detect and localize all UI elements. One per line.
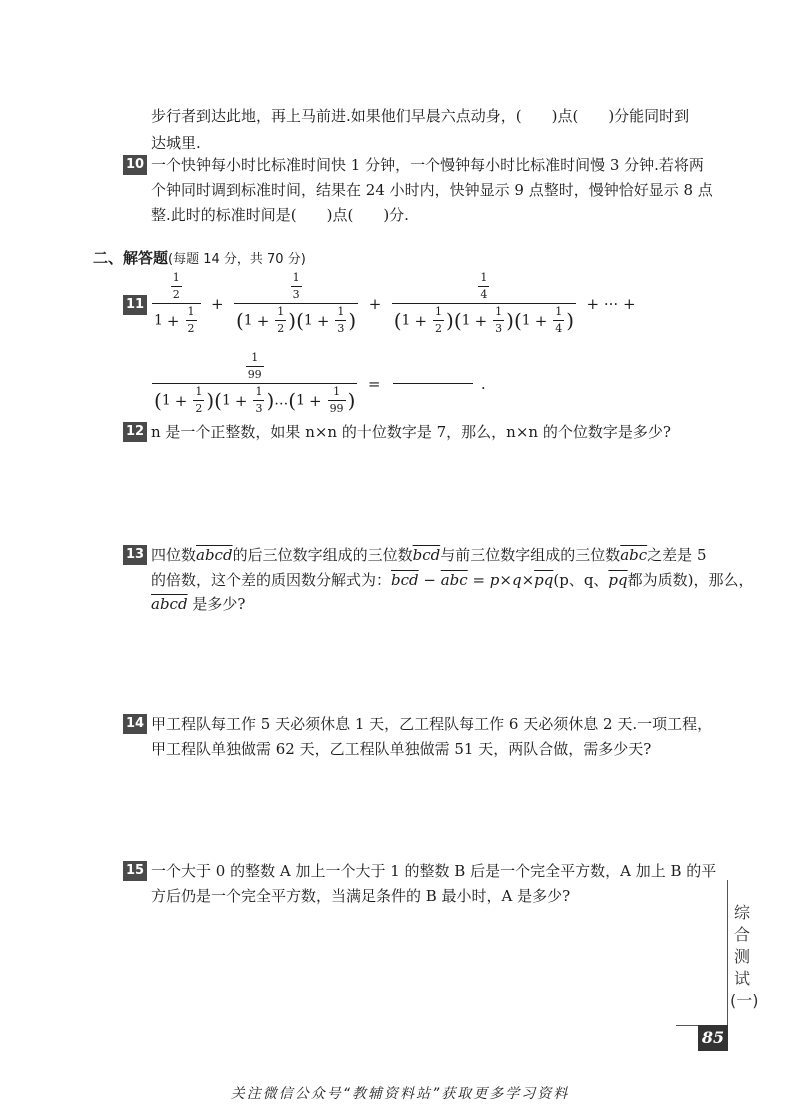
q14-line-2: 甲工程队单独做需 62 天，乙工程队单独做需 51 天，两队合做，需多少天? xyxy=(151,740,652,758)
q11-term-3: $\frac{1}{4}$ (1 + $\frac{1}{2}$ )(1 + $\frac{1}{3}$ )(1 + $\frac{1}{4}$ ) xyxy=(393,271,575,335)
q11-term-1: $\frac{1}{2}$ 1 + $\frac{1}{2}$ xyxy=(152,270,201,337)
question-number-13: 13 xyxy=(123,545,147,565)
q10-line-3: 整.此时的标准时间是( )点( )分. xyxy=(151,206,409,224)
page-number: 85 xyxy=(698,1025,728,1051)
q11-expression-line-1 xyxy=(150,270,640,337)
q11-term-last: $\frac{1}{99}$ (1 + $\frac{1}{2}$ )(1 + $\frac{1}{3}$ )…(1 + $\frac{1}{99}$ ) xyxy=(154,351,356,415)
q11-expression-line-2: $\frac{1}{99}$ (1 + $\frac{1}{2}$ )(1 + $\frac{1}{3}$ )…(1 + $\frac{1}{99}$ ) = . xyxy=(154,351,486,415)
footer-note: 关注微信公众号“教辅资料站”获取更多学习资料 xyxy=(230,1086,570,1102)
plus-ellipsis: + ··· + xyxy=(586,294,636,313)
q13-line-1: 四位数abcd的后三位数字组成的三位数$\overline{bcd}$与前三位数字组成的三位数$\overline{abc}$之差是 5 xyxy=(151,546,707,564)
question-number-12: 12 xyxy=(123,422,147,442)
question-number-11: 11 xyxy=(123,295,147,315)
question-number-14: 14 xyxy=(123,714,147,734)
q9-line-2: 达城里. xyxy=(151,134,201,152)
frac-half: $\frac{1}{2}$ xyxy=(172,271,180,301)
q13-line-2: 的倍数，这个差的质因数分解式为：$\overline{bcd} - \overline{abc} = p\times q\times\overline{pq}(p$、q、$\overline{pq}$都为质数)，那么， xyxy=(151,571,754,589)
q15-line-1: 一个大于 0 的整数 A 加上一个大于 1 的整数 B 后是一个完全平方数，A 加上 B 的平 xyxy=(151,862,717,880)
q10-line-1: 一个快钟每小时比标准时间快 1 分钟，一个慢钟每小时比标准时间慢 3 分钟.若将两 xyxy=(151,156,704,174)
q11-term-2: $\frac{1}{3}$ (1 + $\frac{1}{2}$ )(1 + $\frac{1}{3}$ ) xyxy=(235,271,357,335)
section-tab-label: 综合测试(一) xyxy=(730,903,759,1010)
answer-blank[interactable] xyxy=(393,383,473,384)
question-number-10: 10 xyxy=(123,155,147,175)
section-title: 二、解答题 xyxy=(93,249,169,267)
equals-sign: = xyxy=(367,374,381,393)
q15-line-2: 方后仍是一个完全平方数，当满足条件的 B 最小时，A 是多少? xyxy=(151,887,571,905)
question-number-15: 15 xyxy=(123,861,147,881)
q10-line-2: 个钟同时调到标准时间，结果在 24 小时内，快钟显示 9 点整时，慢钟恰好显示 8 点 xyxy=(151,181,713,199)
plus-sign: + xyxy=(368,294,382,313)
section-heading xyxy=(93,247,306,268)
q13-line-3: abcd 是多少? xyxy=(151,595,246,613)
q9-line-1: 步行者到达此地，再上马前进.如果他们早晨六点动身，( )点( )分能同时到 xyxy=(151,107,690,125)
section-note: (每题 14 分，共 70 分) xyxy=(168,252,306,267)
q14-line-1: 甲工程队每工作 5 天必须休息 1 天，乙工程队每工作 6 天必须休息 2 天.一项工程， xyxy=(151,715,713,733)
q12-text: n 是一个正整数，如果 n×n 的十位数字是 7，那么，n×n 的个位数字是多少? xyxy=(151,423,671,441)
plus-sign: + xyxy=(210,294,224,313)
